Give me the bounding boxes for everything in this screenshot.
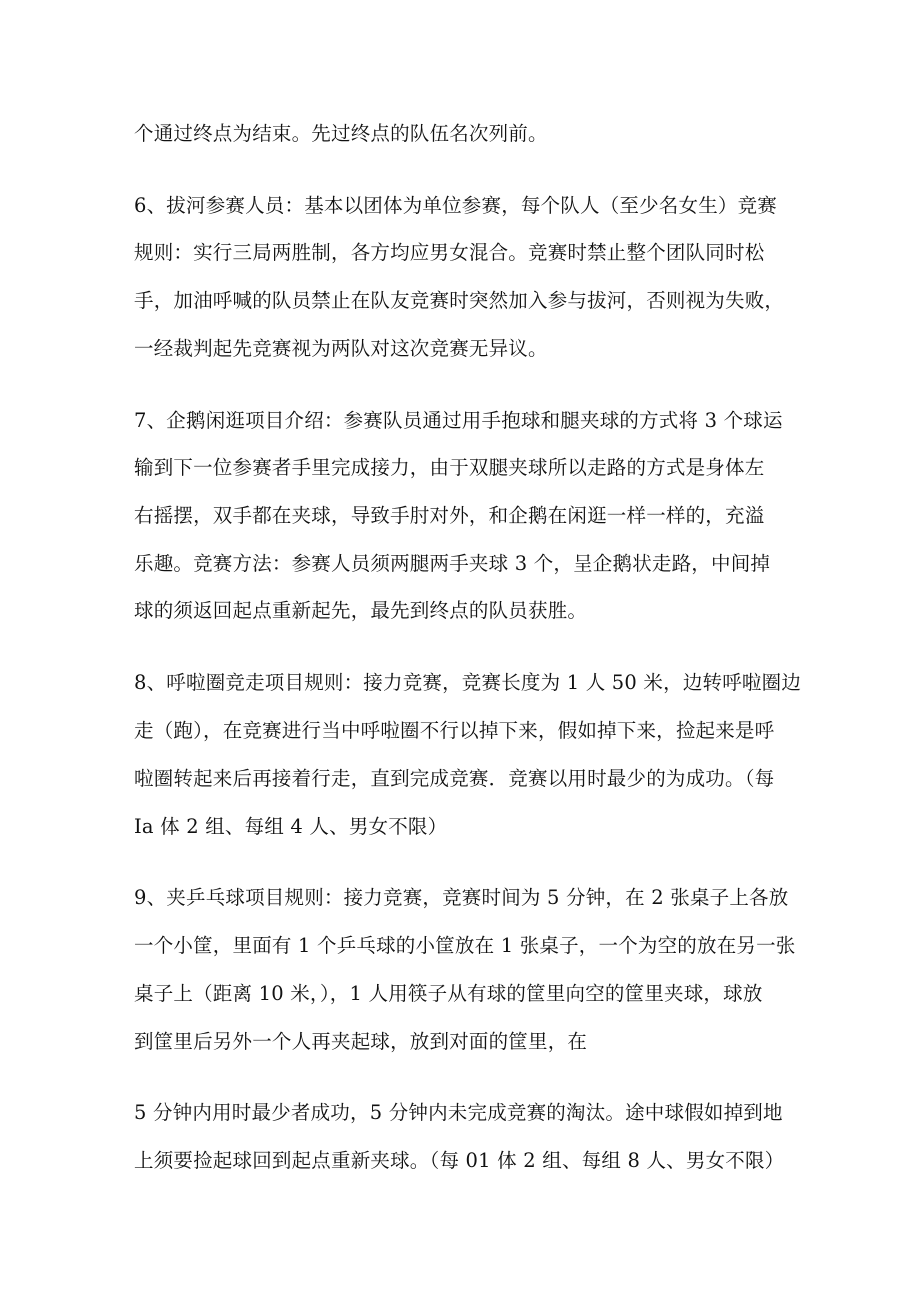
paragraph-line: 9、夹乒乓球项目规则：接力竞赛，竞赛时间为 5 分钟，在 2 张桌子上各放 [134,886,789,909]
paragraph-line: 桌子上（距离 10 米，），1 人用筷子从有球的筐里向空的筐里夹球，球放 [134,982,763,1005]
paragraph-line: 一个小筐，里面有 1 个乒乓球的小筐放在 1 张桌子，一个为空的放在另一张 [134,934,796,957]
paragraph-line: 到筐里后另外一个人再夹起球，放到对面的筐里，在 [134,1030,588,1053]
paragraph-line: 个通过终点为结束。先过终点的队伍名次列前。 [134,122,548,145]
paragraph-line: Ia 体 2 组、每组 4 人、男女不限） [134,815,448,838]
paragraph-line: 规则：实行三局两胜制，各方均应男女混合。竞赛时禁止整个团队同时松 [134,241,765,264]
paragraph-line: 输到下一位参赛者手里完成接力，由于双腿夹球所以走路的方式是身体左 [134,456,765,479]
paragraph-line: 啦圈转起来后再接着行走，直到完成竞赛．竞赛以用时最少的为成功。（每 [134,767,775,790]
paragraph-line: 球的须返回起点重新起先，最先到终点的队员获胜。 [134,599,588,622]
paragraph-line: 乐趣。竞赛方法：参赛人员须两腿两手夹球 3 个，呈企鹅状走路，中间掉 [134,552,771,575]
paragraph-line: 5 分钟内用时最少者成功，5 分钟内未完成竞赛的淘汰。途中球假如掉到地 [134,1101,783,1124]
paragraph-line: 6、拔河参赛人员：基本以团体为单位参赛，每个队人（至少名女生）竞赛 [134,194,778,217]
paragraph-line: 走（跑），在竞赛进行当中呼啦圈不行以掉下来，假如掉下来，捡起来是呼 [134,719,775,742]
paragraph-line: 7、企鹅闲逛项目介绍：参赛队员通过用手抱球和腿夹球的方式将 3 个球运 [134,409,783,432]
paragraph-line: 右摇摆，双手都在夹球，导致手肘对外，和企鹅在闲逛一样一样的，充溢 [134,504,765,527]
paragraph-line: 一经裁判起先竞赛视为两队对这次竞赛无异议。 [134,337,548,360]
paragraph-line: 手，加油呼喊的队员禁止在队友竞赛时突然加入参与拔河，否则视为失败， [134,289,785,312]
paragraph-line: 8、呼啦圈竞走项目规则：接力竞赛，竞赛长度为 1 人 50 米，边转呼啦圈边 [134,671,802,694]
paragraph-line: 上须要捡起球回到起点重新夹球。（每 01 体 2 组、每组 8 人、男女不限） [134,1149,785,1172]
